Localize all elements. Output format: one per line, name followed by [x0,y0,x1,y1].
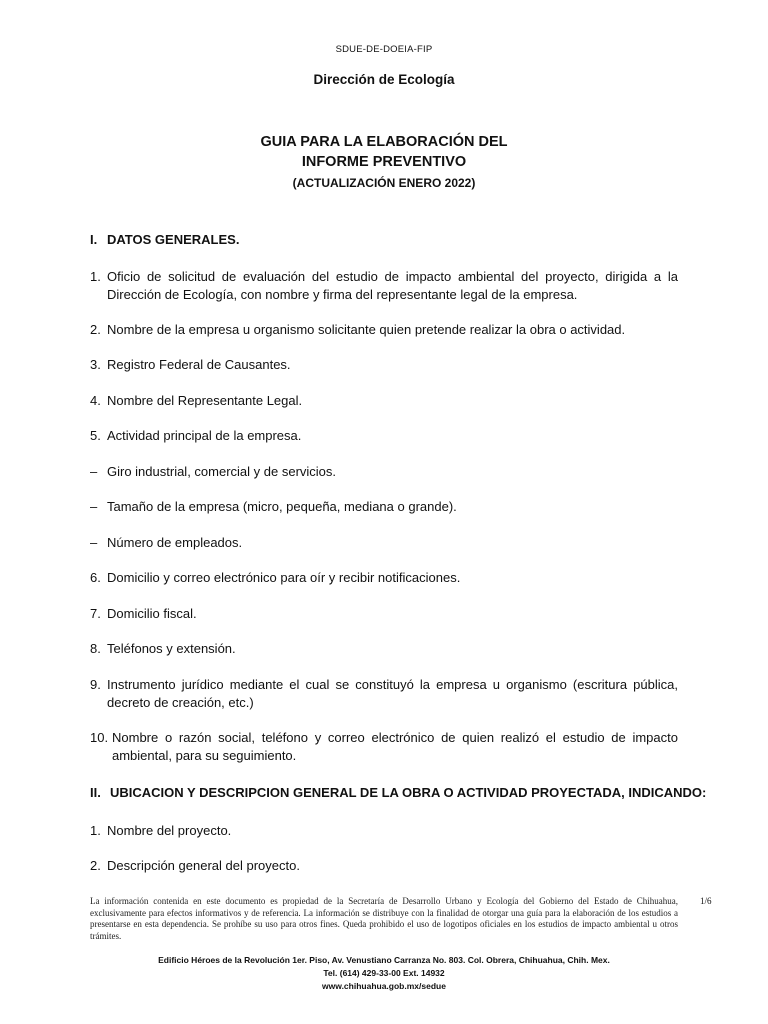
section-heading-2 [90,785,706,800]
list-item [90,463,678,481]
document-title-line2: INFORME PREVENTIVO [301,154,467,170]
list-item [90,569,678,587]
list-item [90,321,678,339]
list-item [90,822,678,840]
item-number: 5. [90,428,101,443]
item-bullet: – [90,499,98,514]
item-text: Registro Federal de Causantes. [107,357,291,372]
footer-disclaimer: La información contenida en este documento es propiedad de la Secretaría de Desarrollo Urbano y Ecología del Gobierno del Estado de Chihuahua, exclusivamente para efectos informativos y de referencia. La información se distribuye con la finalidad de otorgar una guía para la elaboración de los estudios a presentarse en esta dependencia. Se prohíbe su uso para otros fines. Queda prohibido el uso de logotipos oficiales en los estudios de impacto ambiental u otros trámites. [90,896,678,941]
item-number: 4. [90,393,101,408]
section-number: II. [90,785,101,800]
list-item [90,729,678,765]
item-text: Número de empleados. [107,535,243,550]
section-heading-1 [90,232,239,247]
list-item [90,534,678,552]
document-title-line1: GUIA PARA LA ELABORACIÓN DEL [260,134,508,150]
item-text: Oficio de solicitud de evaluación del estudio de impacto ambiental del proyecto, dirigida a la Dirección de Ecología, con nombre y firma del representante legal de la empresa. [107,269,678,302]
footer-website[interactable]: www.chihuahua.gob.mx/sedue [322,981,446,991]
item-bullet: – [90,464,98,479]
list-item [90,640,678,658]
footer-address: Edificio Héroes de la Revolución 1er. Piso, Av. Venustiano Carranza No. 803. Col. Obrera, Chihuahua, Chih. Mex. [158,955,610,965]
footer-phone: Tel. (614) 429-33-00 Ext. 14932 [323,968,445,978]
department-name: Dirección de Ecología [313,72,455,87]
item-text: Tamaño de la empresa (micro, pequeña, mediana o grande). [107,499,457,514]
item-number: 1. [90,823,101,838]
list-item [90,268,678,304]
item-text: Instrumento jurídico mediante el cual se constituyó la empresa u organismo (escritura pública, decreto de creación, etc.) [107,677,678,710]
section-title: UBICACION Y DESCRIPCION GENERAL DE LA OBRA O ACTIVIDAD PROYECTADA, INDICANDO: [110,785,707,800]
item-text: Nombre del Representante Legal. [107,393,303,408]
item-text: Nombre de la empresa u organismo solicitante quien pretende realizar la obra o actividad. [107,322,626,337]
item-text: Domicilio y correo electrónico para oír y recibir notificaciones. [107,570,461,585]
item-text: Teléfonos y extensión. [107,641,236,656]
list-item [90,676,678,712]
item-text: Nombre del proyecto. [107,823,232,838]
document-code: SDUE-DE-DOEIA-FIP [335,44,433,55]
item-number: 10. [90,730,109,745]
item-number: 2. [90,858,101,873]
list-item [90,498,678,516]
list-item [90,857,678,875]
item-text: Actividad principal de la empresa. [107,428,302,443]
page-number: 1/6 [700,896,712,906]
item-bullet: – [90,535,98,550]
item-text: Nombre o razón social, teléfono y correo electrónico de quien realizó el estudio de impacto ambiental, para su seguimiento. [112,730,678,763]
list-item [90,392,678,410]
item-number: 1. [90,269,101,284]
section-title: DATOS GENERALES. [107,232,240,247]
item-text: Descripción general del proyecto. [107,858,300,873]
item-number: 7. [90,606,101,621]
item-text: Giro industrial, comercial y de servicios. [107,464,337,479]
item-text: Domicilio fiscal. [107,606,197,621]
item-number: 3. [90,357,101,372]
item-number: 2. [90,322,101,337]
section-number: I. [90,232,98,247]
item-number: 8. [90,641,101,656]
list-item [90,605,678,623]
list-item [90,427,678,445]
item-number: 9. [90,677,101,692]
list-item [90,356,678,374]
item-number: 6. [90,570,101,585]
document-subtitle: (ACTUALIZACIÓN ENERO 2022) [292,176,476,190]
